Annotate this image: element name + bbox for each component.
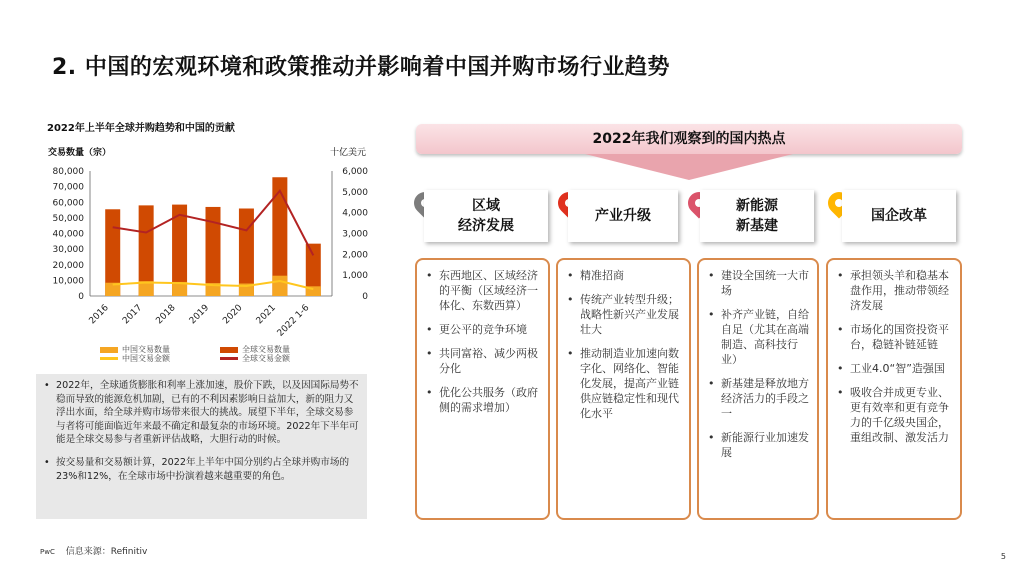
source-text: 信息来源：Refinitiv (65, 547, 148, 557)
notes-box (36, 374, 367, 519)
bar-china-count (272, 276, 287, 296)
column-card-new-energy (697, 258, 819, 520)
y-tick-label-left: 50,000 (52, 213, 84, 224)
chart-title: 2022年上半年全球并购趋势和中国的贡献 (47, 123, 235, 134)
legend-label: 中国交易金额 (122, 354, 170, 363)
x-tick-label: 2016 (87, 303, 111, 327)
bar-global-count (239, 209, 254, 297)
card-item: • 新能源行业加速发展 (721, 430, 809, 460)
column-heading-soe-reform (842, 190, 956, 242)
legend-label: 全球交易数量 (242, 345, 290, 354)
y-tick-label-right: 0 (362, 292, 368, 302)
brand-label: PwC (40, 548, 55, 556)
heading-line: 新基建 (736, 218, 778, 234)
card-item: • 建设全国统一大市场 (721, 268, 809, 298)
y-tick-label-right: 3,000 (342, 229, 368, 240)
card-item: • 吸收合并成更专业、更有效率和更有竞争力的千亿级央国企，重组改制、激发活力 (850, 385, 952, 445)
legend-swatch (220, 357, 238, 360)
note-item: • 按交易量和交易额计算，2022年上半年中国分别约占全球并购市场的23%和12%，在全球市场中扮演着越来越重要的角色。 (56, 456, 359, 483)
legend-label: 全球交易金额 (242, 354, 290, 363)
y-tick-label-right: 2,000 (342, 250, 368, 261)
y-tick-label-right: 6,000 (342, 167, 368, 177)
card-item: • 传统产业转型升级；战略性新兴产业发展壮大 (580, 292, 681, 337)
y-tick-label-right: 5,000 (342, 187, 368, 198)
x-tick-label: 2020 (221, 303, 245, 327)
page-title: 2. 中国的宏观环境和政策推动并影响着中国并购市场行业趋势 (52, 55, 670, 80)
column-card-regional (415, 258, 550, 520)
y-tick-label-left: 80,000 (52, 167, 84, 177)
y-tick-label-right: 1,000 (342, 271, 368, 282)
legend-china-value (100, 353, 170, 364)
card-item: • 承担领头羊和稳基本盘作用，推动带领经济发展 (850, 268, 952, 313)
card-item: • 新基建是释放地方经济活力的手段之一 (721, 376, 809, 421)
page-number: 5 (1000, 552, 1006, 561)
legend-swatch (100, 347, 118, 353)
y-tick-label-left: 40,000 (52, 229, 84, 240)
y-tick-label-left: 60,000 (52, 198, 84, 209)
legend-global-value (220, 353, 290, 364)
heading-line: 国企改革 (871, 208, 927, 224)
y-tick-label-left: 20,000 (52, 260, 84, 271)
x-tick-label: 2021 (254, 303, 278, 327)
card-item: • 市场化的国资投资平台，稳链补链延链 (850, 322, 952, 352)
card-item: • 精准招商 (580, 268, 681, 283)
card-item: • 工业4.0“智”造强国 (850, 361, 952, 376)
card-item: • 东西地区、区域经济的平衡（区域经济一体化、东数西算） (439, 268, 540, 313)
y-tick-label-left: 0 (78, 292, 84, 302)
card-item: • 优化公共服务（政府侧的需求增加） (439, 385, 540, 415)
column-heading-new-energy (700, 190, 814, 242)
column-heading-industry (568, 190, 678, 242)
legend-swatch (100, 357, 118, 360)
card-item: • 共同富裕、减少两极分化 (439, 346, 540, 376)
banner-arrow-icon (585, 154, 793, 180)
heading-line: 新能源 (736, 198, 778, 214)
hotspots-banner: 2022年我们观察到的国内热点 (416, 124, 962, 154)
left-axis-label: 交易数量（宗） (48, 148, 112, 158)
card-item: • 推动制造业加速向数字化、网络化、智能化发展，提高产业链供应链稳定性和现代化水平 (580, 346, 681, 421)
card-item: • 补齐产业链，自给自足（尤其在高端制造、高科技行业） (721, 307, 809, 367)
y-tick-label-left: 10,000 (52, 276, 84, 287)
legend-swatch (220, 347, 238, 353)
note-item: • 2022年，全球通货膨胀和利率上涨加速，股价下跌，以及因国际局势不稳而导致的能源危机加剧，已有的不利因素影响日益加大，新的阻力又浮出水面，给全球并购市场带来很大的挑战。展望下半年，全球交易参与者将可能面临近年来最不确定和最复杂的市场环境。2022年下半年可能是全球交易参与者重新评估战略，大胆行动的时候。 (56, 379, 359, 447)
y-tick-label-left: 30,000 (52, 245, 84, 256)
right-axis-label: 十亿美元 (329, 148, 366, 158)
heading-line: 经济发展 (458, 218, 514, 234)
heading-line: 产业升级 (595, 208, 651, 224)
x-tick-label: 2017 (120, 303, 145, 327)
y-tick-label-right: 4,000 (342, 208, 368, 219)
card-item: • 更公平的竞争环境 (439, 322, 540, 337)
x-tick-label: 2022 1-6 (275, 303, 312, 339)
column-card-industry (556, 258, 691, 520)
x-tick-label: 2018 (154, 303, 178, 327)
y-tick-label-left: 70,000 (52, 182, 84, 193)
column-heading-regional (424, 190, 548, 242)
mna-trend-chart (38, 140, 378, 340)
column-card-soe-reform (826, 258, 962, 520)
source-line (40, 544, 147, 557)
legend-label: 中国交易数量 (122, 345, 170, 354)
heading-line: 区域 (472, 198, 500, 214)
x-tick-label: 2019 (187, 303, 212, 327)
